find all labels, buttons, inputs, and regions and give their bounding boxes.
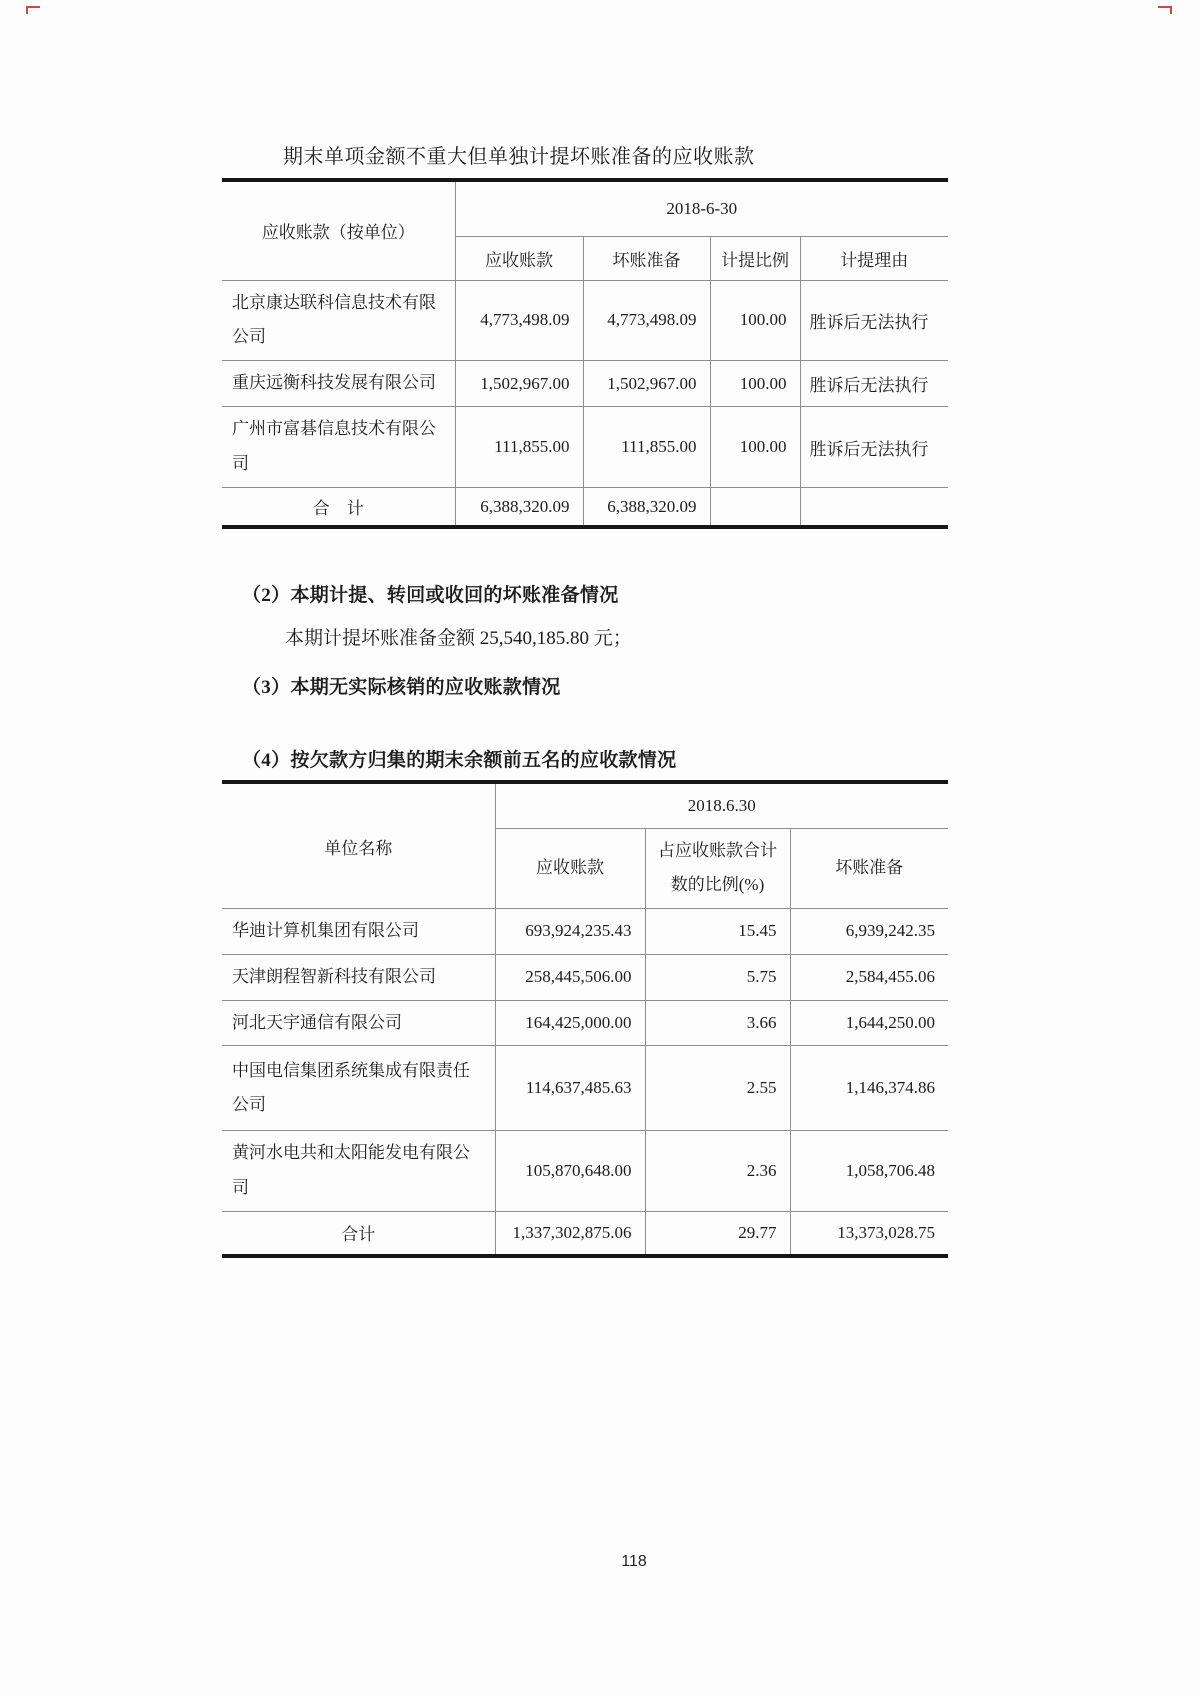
table1-period-header: 2018-6-30 xyxy=(455,180,948,236)
receivable-amount: 114,637,485.63 xyxy=(495,1046,645,1131)
ratio-of-total: 3.66 xyxy=(645,1000,790,1046)
table-row xyxy=(222,407,948,488)
bad-debt-amount: 4,773,498.09 xyxy=(583,280,710,361)
table1-col-header-unit: 应收账款（按单位） xyxy=(222,180,455,280)
company-name: 中国电信集团系统集成有限责任公司 xyxy=(222,1046,495,1131)
bad-debt-amount: 1,502,967.00 xyxy=(583,361,710,407)
provision-reason: 胜诉后无法执行 xyxy=(800,361,948,407)
receivable-total: 1,337,302,875.06 xyxy=(495,1212,645,1256)
table-row xyxy=(222,280,948,361)
provision-ratio: 100.00 xyxy=(710,361,800,407)
table-total-row xyxy=(222,1212,948,1256)
total-label: 合计 xyxy=(222,1212,495,1256)
table2-subheader-receivable: 应收账款 xyxy=(495,828,645,908)
company-name: 华迪计算机集团有限公司 xyxy=(222,908,495,954)
company-name: 天津朗程智新科技有限公司 xyxy=(222,954,495,1000)
section-3-heading: （3）本期无实际核销的应收账款情况 xyxy=(242,677,561,699)
scan-registration-mark-left xyxy=(26,6,40,14)
ratio-of-total: 2.36 xyxy=(645,1131,790,1212)
receivable-amount: 1,502,967.00 xyxy=(455,361,583,407)
scan-registration-mark-right xyxy=(1158,6,1172,14)
bad-debt-amount: 2,584,455.06 xyxy=(790,954,948,1000)
table1-subheader-bad-debt: 坏账准备 xyxy=(583,236,710,280)
provision-ratio: 100.00 xyxy=(710,280,800,361)
receivable-amount: 164,425,000.00 xyxy=(495,1000,645,1046)
receivable-amount: 111,855.00 xyxy=(455,407,583,488)
bad-debt-amount: 1,058,706.48 xyxy=(790,1131,948,1212)
provision-ratio: 100.00 xyxy=(710,407,800,488)
table2-subheader-ratio: 占应收账款合计数的比例(%) xyxy=(645,828,790,908)
document-page xyxy=(222,0,948,1258)
table2-subheader-bad-debt: 坏账准备 xyxy=(790,828,948,908)
table-row xyxy=(222,1131,948,1212)
receivable-amount: 693,924,235.43 xyxy=(495,908,645,954)
receivable-total: 6,388,320.09 xyxy=(455,487,583,527)
table1-subheader-ratio: 计提比例 xyxy=(710,236,800,280)
section-4-heading: （4）按欠款方归集的期末余额前五名的应收款情况 xyxy=(242,750,677,772)
company-name: 河北天宇通信有限公司 xyxy=(222,1000,495,1046)
page-number: 118 xyxy=(621,1553,647,1570)
ratio-total: 29.77 xyxy=(645,1212,790,1256)
bad-debt-amount: 1,146,374.86 xyxy=(790,1046,948,1131)
bad-debt-amount: 6,939,242.35 xyxy=(790,908,948,954)
table1-subheader-reason: 计提理由 xyxy=(800,236,948,280)
section-2-heading: （2）本期计提、转回或收回的坏账准备情况 xyxy=(242,585,619,607)
reason-total-empty xyxy=(800,487,948,527)
table-row xyxy=(222,361,948,407)
table1-subheader-receivable: 应收账款 xyxy=(455,236,583,280)
section-2-body: 本期计提坏账准备金额 25,540,185.80 元； xyxy=(285,628,632,650)
bad-debt-amount: 1,644,250.00 xyxy=(790,1000,948,1046)
table-row xyxy=(222,1046,948,1131)
bad-debt-total: 6,388,320.09 xyxy=(583,487,710,527)
company-name: 黄河水电共和太阳能发电有限公司 xyxy=(222,1131,495,1212)
provision-reason: 胜诉后无法执行 xyxy=(800,407,948,488)
table-total-row xyxy=(222,487,948,527)
ratio-of-total: 5.75 xyxy=(645,954,790,1000)
table-row xyxy=(222,954,948,1000)
receivables-individual-provision-table xyxy=(222,178,948,529)
table1-title: 期末单项金额不重大但单独计提坏账准备的应收账款 xyxy=(283,146,755,168)
receivable-amount: 4,773,498.09 xyxy=(455,280,583,361)
bad-debt-amount: 111,855.00 xyxy=(583,407,710,488)
provision-reason: 胜诉后无法执行 xyxy=(800,280,948,361)
company-name: 广州市富碁信息技术有限公司 xyxy=(222,407,455,488)
table-row xyxy=(222,1000,948,1046)
total-label: 合 计 xyxy=(222,487,455,527)
table-row xyxy=(222,908,948,954)
receivable-amount: 105,870,648.00 xyxy=(495,1131,645,1212)
bad-debt-total: 13,373,028.75 xyxy=(790,1212,948,1256)
top-five-receivables-table xyxy=(222,780,948,1257)
ratio-of-total: 15.45 xyxy=(645,908,790,954)
company-name: 北京康达联科信息技术有限公司 xyxy=(222,280,455,361)
receivable-amount: 258,445,506.00 xyxy=(495,954,645,1000)
ratio-total-empty xyxy=(710,487,800,527)
table2-period-header: 2018.6.30 xyxy=(495,782,948,828)
company-name: 重庆远衡科技发展有限公司 xyxy=(222,361,455,407)
table2-col-header-unit: 单位名称 xyxy=(222,782,495,908)
ratio-of-total: 2.55 xyxy=(645,1046,790,1131)
